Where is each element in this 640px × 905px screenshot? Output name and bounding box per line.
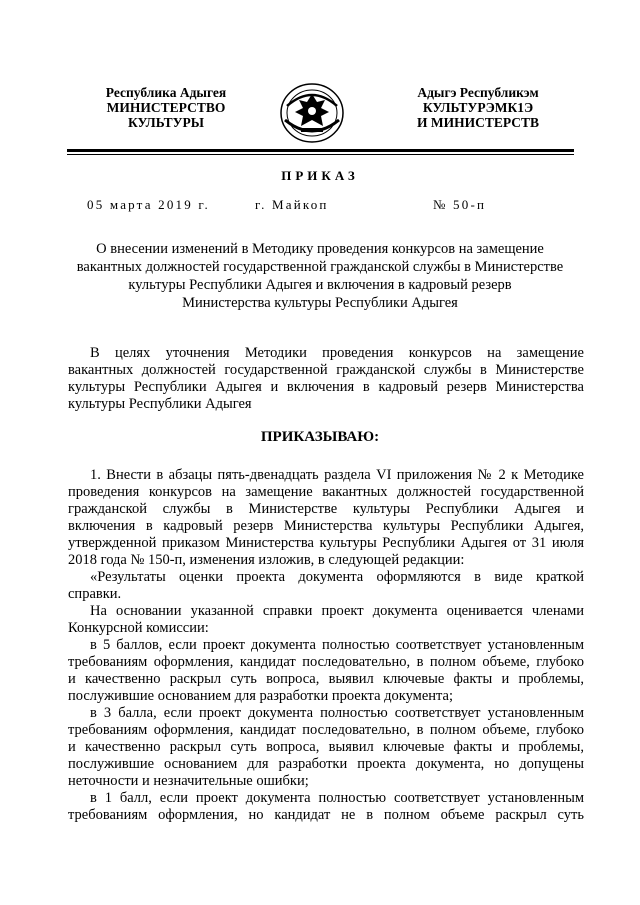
body-line: в 1 балл, если проект документа полностью соответствует установленным: [90, 790, 584, 806]
header-right-line: Адыгэ Республикэм: [417, 85, 539, 100]
body-line: включения в кадровый резерв Министерства культуры Республики Адыгея,: [68, 518, 584, 534]
order-subject: [60, 240, 580, 312]
body-line: в 5 баллов, если проект документа полностью соответствует установленным: [90, 637, 584, 653]
body-line: 2018 года № 150-п, изменения изложив, в следующей редакции:: [68, 552, 465, 568]
subject-line: культуры Республики Адыгея и включения в кадровый резерв: [128, 277, 512, 293]
header-left-block: [80, 85, 252, 130]
header-left-line: МИНИСТЕРСТВО: [106, 100, 226, 115]
body-line: На основании указанной справки проект документа оценивается членами: [90, 603, 584, 619]
order-city: г. Майкоп: [255, 197, 329, 212]
body-line: справки.: [68, 586, 122, 602]
body-line: «Результаты оценки проекта документа оформляются в виде краткой: [90, 569, 584, 585]
order-date: 05 марта 2019 г.: [87, 197, 210, 212]
body-line: в 3 балла, если проект документа полностью соответствует установленным: [90, 705, 584, 721]
body-line: и качественно раскрыл суть вопроса, выявил ключевые факты и проблемы,: [68, 671, 584, 687]
body-line: требованиям оформления, но кандидат не в полном объеме раскрыл суть: [68, 807, 584, 823]
subject-line: Министерства культуры Республики Адыгея: [182, 295, 458, 311]
body-line: неточности и незначительные ошибки;: [68, 773, 309, 789]
header-left-line: КУЛЬТУРЫ: [127, 115, 205, 130]
body-line: требованиям оформления, кандидат последовательно, в полном объеме, глубоко: [68, 722, 584, 738]
preamble-line: В целях уточнения Методики проведения конкурсов на замещение: [90, 345, 584, 361]
body-line: Конкурсной комиссии:: [68, 620, 209, 636]
body-line: требованиям оформления, кандидат последовательно, в полном объеме, глубоко: [68, 654, 584, 670]
body-line: проведения конкурсов на замещение вакантных должностей государственной: [68, 484, 584, 500]
header-divider-thick: [67, 149, 574, 152]
preamble-line: культуры Республики Адыгея: [68, 396, 252, 412]
body-line: послужившие основанием для разработки проекта документа;: [68, 688, 454, 704]
order-body: [68, 467, 584, 824]
coat-of-arms-icon: [275, 80, 349, 146]
header-right-line: КУЛЬТУРЭМК1Э: [422, 100, 534, 115]
preamble: [68, 345, 584, 413]
preamble-line: культуры Республики Адыгея и включения в кадровый резерв Министерства: [68, 379, 584, 395]
decree-heading: ПРИКАЗЫВАЮ:: [260, 429, 380, 445]
header-right-block: [392, 85, 564, 130]
order-title: ПРИКАЗ: [281, 168, 359, 183]
order-number: № 50-п: [433, 197, 487, 212]
header-left-line: Республика Адыгея: [105, 85, 227, 100]
body-line: и качественно раскрыл суть вопроса, выявил ключевые факты и проблемы,: [68, 739, 584, 755]
header-divider-thin: [67, 154, 574, 155]
body-line: утвержденной приказом Министерства культуры Республики Адыгея от 31 июля: [68, 535, 584, 551]
subject-line: вакантных должностей государственной гражданской службы в Министерстве: [76, 259, 564, 275]
subject-line: О внесении изменений в Методику проведения конкурсов на замещение: [96, 241, 544, 257]
preamble-line: вакантных должностей государственной гражданской службы в Министерстве: [68, 362, 584, 378]
header-right-line: И МИНИСТЕРСТВ: [416, 115, 540, 130]
body-line: гражданской службы в Министерстве культуры Республики Адыгея и: [68, 501, 584, 517]
body-line: послужившие основанием для разработки проекта документа, но допущены: [68, 756, 584, 772]
body-line: 1. Внести в абзацы пять-двенадцать раздела VI приложения № 2 к Методике: [90, 467, 584, 483]
